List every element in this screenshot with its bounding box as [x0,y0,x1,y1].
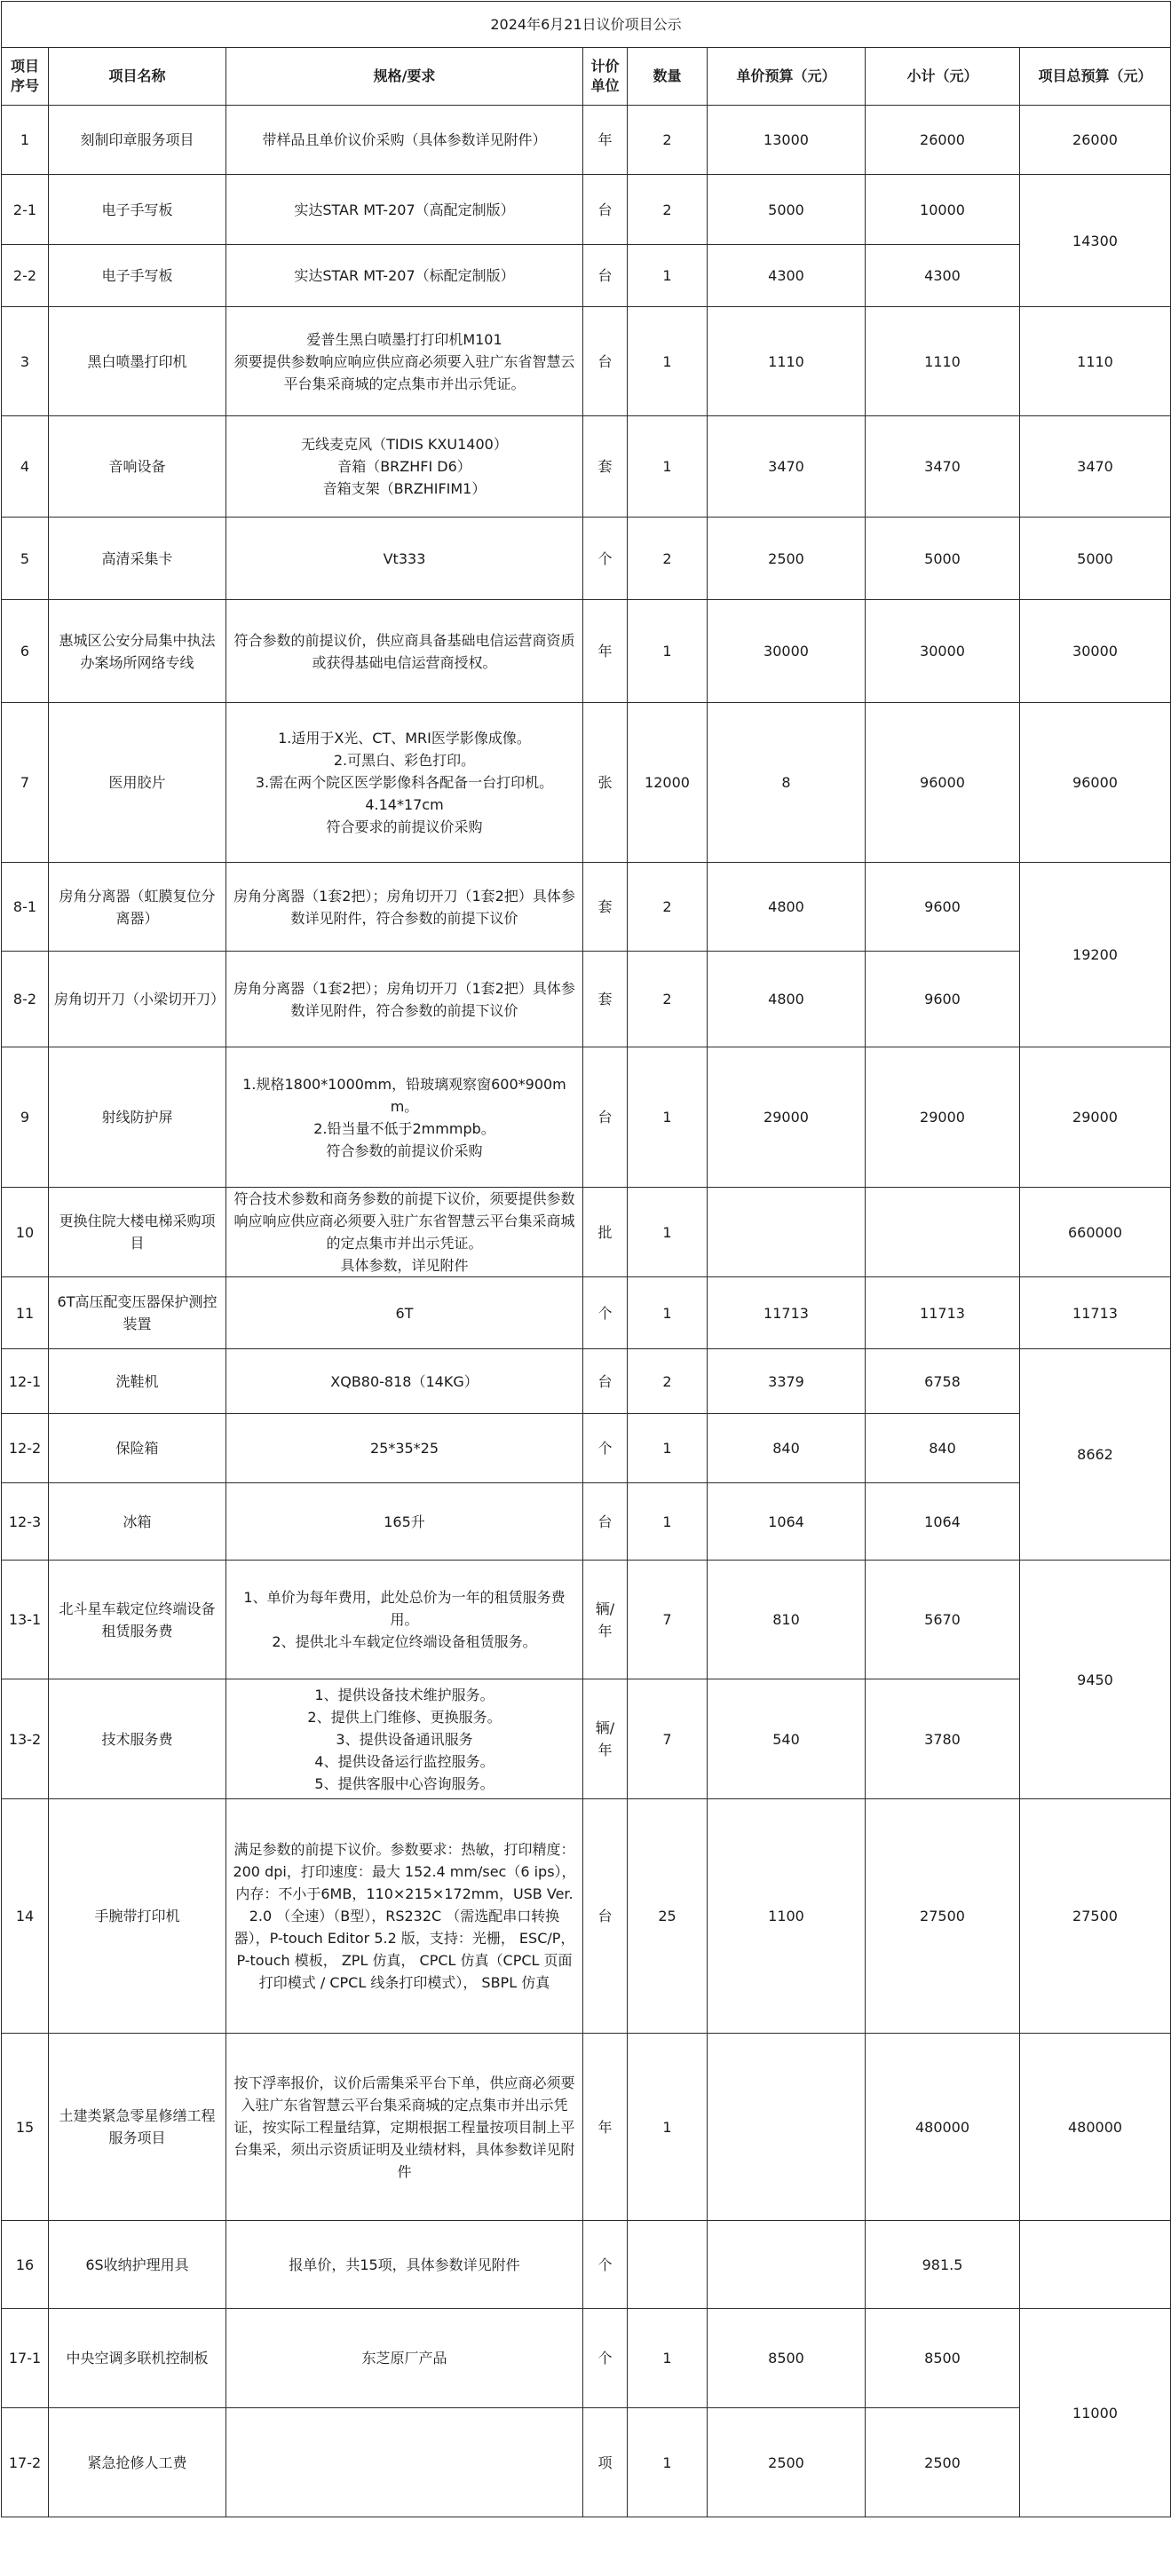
row-price [708,1188,866,1277]
table-row [2,2034,1171,2221]
row-unit: 个 [583,1414,628,1483]
row-total: 27500 [1020,1799,1171,2034]
row-price: 4300 [708,245,866,307]
row-subtotal: 981.5 [866,2221,1020,2309]
project-table [1,1,1171,2517]
table-row [2,863,1171,952]
row-unit: 辆/年 [583,1679,628,1799]
row-subtotal [866,1188,1020,1277]
row-price: 2500 [708,518,866,600]
table-row [2,1277,1171,1349]
spec-line: 实达STAR MT-207（高配定制版） [294,201,515,218]
header-unit: 计价单位 [583,48,628,106]
spec-line: 音箱支架（BRZHIFIM1） [322,480,487,497]
spec-line: 1.适用于X光、CT、MRI医学影像成像。 [278,730,531,747]
row-total: 30000 [1020,600,1171,703]
row-name: 射线防护屏 [49,1047,226,1188]
row-subtotal: 3470 [866,416,1020,518]
row-unit: 个 [583,2221,628,2309]
row-unit: 台 [583,1047,628,1188]
row-name: 土建类紧急零星修缮工程服务项目 [49,2034,226,2221]
table-row [2,1188,1171,1277]
spec-line: 4.14*17cm [365,796,444,813]
row-name: 房角切开刀（小梁切开刀） [49,952,226,1047]
row-name: 医用胶片 [49,703,226,863]
row-spec [226,2309,583,2408]
row-total: 480000 [1020,2034,1171,2221]
row-unit: 个 [583,518,628,600]
row-spec [226,1561,583,1679]
row-name: 刻制印章服务项目 [49,106,226,175]
row-unit: 台 [583,1349,628,1414]
header-subtotal: 小计（元） [866,48,1020,106]
row-name: 高清采集卡 [49,518,226,600]
row-spec [226,518,583,600]
spec-line: 1、单价为每年费用，此处总价为一年的租赁服务费用。 [243,1589,566,1628]
row-qty: 2 [628,952,708,1047]
row-spec [226,1047,583,1188]
row-qty: 1 [628,1414,708,1483]
table-row [2,600,1171,703]
row-price: 4800 [708,952,866,1047]
row-total: 11000 [1020,2309,1171,2517]
row-seq: 2-1 [2,175,49,245]
row-spec [226,863,583,952]
row-spec [226,245,583,307]
sheet-title: 2024年6月21日议价项目公示 [2,2,1171,48]
title-row [2,2,1171,48]
row-unit: 台 [583,307,628,416]
row-unit: 项 [583,2408,628,2517]
spec-line: 具体参数，详见附件 [340,1257,469,1274]
row-seq: 15 [2,2034,49,2221]
row-spec [226,1483,583,1561]
row-name: 音响设备 [49,416,226,518]
row-unit: 台 [583,1799,628,2034]
row-subtotal: 29000 [866,1047,1020,1188]
table-row [2,1414,1171,1483]
header-qty: 数量 [628,48,708,106]
spec-line: 1.规格1800*1000mm，铅玻璃观察窗600*900mm。 [242,1075,566,1115]
row-subtotal: 2500 [866,2408,1020,2517]
row-qty: 1 [628,416,708,518]
row-unit: 批 [583,1188,628,1277]
table-row [2,1483,1171,1561]
spec-line: 音箱（BRZHFI D6） [337,458,471,475]
table-row [2,416,1171,518]
row-total [1020,2221,1171,2309]
row-name: 更换住院大楼电梯采购项目 [49,1188,226,1277]
row-subtotal: 5670 [866,1561,1020,1679]
spec-line: XQB80-818（14KG） [330,1372,479,1390]
row-seq: 7 [2,703,49,863]
header-name: 项目名称 [49,48,226,106]
row-subtotal: 9600 [866,863,1020,952]
spec-line: 2、提供上门维修、更换服务。 [307,1708,502,1726]
spec-line: 3.需在两个院区医学影像科各配备一台打印机。 [255,774,554,791]
table-row [2,518,1171,600]
row-subtotal: 1064 [866,1483,1020,1561]
row-price: 1064 [708,1483,866,1561]
row-unit: 台 [583,1483,628,1561]
row-unit: 辆/年 [583,1561,628,1679]
row-total: 8662 [1020,1349,1171,1561]
table-row [2,245,1171,307]
row-price: 1110 [708,307,866,416]
spec-line: 东芝原厂产品 [361,2350,447,2367]
row-spec [226,952,583,1047]
header-price: 单价预算（元） [708,48,866,106]
row-seq: 17-1 [2,2309,49,2408]
row-subtotal: 10000 [866,175,1020,245]
spec-line: 2.铅当量不低于2mmmpb。 [313,1119,495,1137]
row-unit: 年 [583,106,628,175]
row-name: 房角分离器（虹膜复位分离器） [49,863,226,952]
row-name: 惠城区公安分局集中执法办案场所网络专线 [49,600,226,703]
header-seq: 项目序号 [2,48,49,106]
spec-line: 满足参数的前提下议价。参数要求：热敏，打印精度：200 dpi，打印速度：最大 152.4 mm/sec（6 ips），内存：不小于6MB，110×215×172mm，USB Ver.2.0 （全速）（B型），RS232C （需选配串口转换器），P-touch Editor 5.2 版，支持：光栅， ESC/P，P-touch 模板， ZPL 仿真， CPCL 仿真（CPCL 页面打印模式 / CPCL 线条打印模式）， SBPL 仿真 [233,1841,576,1991]
row-price: 8 [708,703,866,863]
spec-line: 房角分离器（1套2把）；房角切开刀（1套2把）具体参数详见附件，符合参数的前提下议价 [233,887,575,927]
row-seq: 8-2 [2,952,49,1047]
row-spec [226,416,583,518]
table-row [2,106,1171,175]
row-total: 1110 [1020,307,1171,416]
row-seq: 11 [2,1277,49,1349]
row-total: 9450 [1020,1561,1171,1799]
table-row [2,2309,1171,2408]
table-row [2,175,1171,245]
row-price: 3379 [708,1349,866,1414]
row-seq: 13-2 [2,1679,49,1799]
row-name: 电子手写板 [49,175,226,245]
table-row [2,1561,1171,1679]
row-qty: 1 [628,1188,708,1277]
row-name: 技术服务费 [49,1679,226,1799]
spec-line: 3、提供设备通讯服务 [336,1730,473,1748]
spec-line: 2.可黑白、彩色打印。 [333,752,476,769]
table-row [2,1349,1171,1414]
row-price: 1100 [708,1799,866,2034]
row-seq: 12-2 [2,1414,49,1483]
row-qty: 1 [628,2309,708,2408]
row-seq: 9 [2,1047,49,1188]
row-subtotal: 480000 [866,2034,1020,2221]
row-unit: 年 [583,600,628,703]
row-qty [628,2221,708,2309]
row-qty: 25 [628,1799,708,2034]
row-unit: 张 [583,703,628,863]
row-price: 810 [708,1561,866,1679]
row-spec [226,1679,583,1799]
row-price: 13000 [708,106,866,175]
row-unit: 台 [583,175,628,245]
row-total: 29000 [1020,1047,1171,1188]
table-row [2,952,1171,1047]
row-price: 29000 [708,1047,866,1188]
row-spec [226,1414,583,1483]
spec-line: 实达STAR MT-207（标配定制版） [294,267,515,284]
row-subtotal: 3780 [866,1679,1020,1799]
row-qty: 1 [628,245,708,307]
table-row [2,1679,1171,1799]
table-row [2,307,1171,416]
row-name: 紧急抢修人工费 [49,2408,226,2517]
row-qty: 1 [628,2034,708,2221]
row-name: 中央空调多联机控制板 [49,2309,226,2408]
row-seq: 5 [2,518,49,600]
row-unit: 个 [583,2309,628,2408]
row-seq: 13-1 [2,1561,49,1679]
row-unit: 套 [583,863,628,952]
row-name: 保险箱 [49,1414,226,1483]
row-total: 14300 [1020,175,1171,307]
row-name: 北斗星车载定位终端设备租赁服务费 [49,1561,226,1679]
spec-line: 4、提供设备运行监控服务。 [314,1752,495,1770]
row-spec [226,1799,583,2034]
spec-line: 房角分离器（1套2把）；房角切开刀（1套2把）具体参数详见附件，符合参数的前提下议价 [233,979,575,1019]
row-seq: 12-1 [2,1349,49,1414]
spec-line: 无线麦克风（TIDIS KXU1400） [301,436,508,453]
row-price: 840 [708,1414,866,1483]
row-seq: 6 [2,600,49,703]
row-price: 2500 [708,2408,866,2517]
spec-line: 爱普生黑白喷墨打打印机M101 [306,330,502,348]
spec-line: 5、提供客服中心咨询服务。 [314,1774,495,1792]
row-qty: 1 [628,1277,708,1349]
row-subtotal: 6758 [866,1349,1020,1414]
spec-line: 2、提供北斗车载定位终端设备租赁服务。 [272,1633,537,1650]
row-unit: 台 [583,245,628,307]
row-spec [226,600,583,703]
row-spec [226,175,583,245]
row-subtotal: 5000 [866,518,1020,600]
header-total: 项目总预算（元） [1020,48,1171,106]
row-spec [226,1188,583,1277]
spec-line: 报单价，共15项，具体参数详见附件 [289,2256,520,2273]
row-qty: 2 [628,175,708,245]
row-unit: 套 [583,952,628,1047]
spec-line: 符合参数的前提议价，供应商具备基础电信运营商资质或获得基础电信运营商授权。 [233,631,575,671]
row-qty: 2 [628,518,708,600]
row-subtotal: 840 [866,1414,1020,1483]
row-unit: 年 [583,2034,628,2221]
row-price: 11713 [708,1277,866,1349]
row-spec [226,1277,583,1349]
spec-line: 25*35*25 [369,1440,439,1457]
row-qty: 2 [628,863,708,952]
row-unit: 个 [583,1277,628,1349]
row-name: 6T高压配变压器保护测控装置 [49,1277,226,1349]
row-qty: 2 [628,1349,708,1414]
row-price: 5000 [708,175,866,245]
row-subtotal: 26000 [866,106,1020,175]
row-seq: 3 [2,307,49,416]
row-spec [226,307,583,416]
row-total: 96000 [1020,703,1171,863]
row-qty: 1 [628,1483,708,1561]
row-qty: 7 [628,1679,708,1799]
table-row [2,1799,1171,2034]
row-subtotal: 1110 [866,307,1020,416]
row-price: 540 [708,1679,866,1799]
row-total: 11713 [1020,1277,1171,1349]
row-price: 8500 [708,2309,866,2408]
spec-line: 6T [395,1304,414,1322]
row-price [708,2221,866,2309]
spec-line: 带样品且单价议价采购（具体参数详见附件） [262,131,547,148]
row-total: 5000 [1020,518,1171,600]
row-subtotal: 11713 [866,1277,1020,1349]
row-spec [226,2034,583,2221]
table-row [2,1047,1171,1188]
spec-line: 按下浮率报价，议价后需集采平台下单，供应商必须要入驻广东省智慧云平台集采商城的定点集市并出示凭证，按实际工程量结算，定期根据工程量按项目制上平台集采，须出示资质证明及业绩材料，具体参数详见附件 [233,2074,575,2180]
table-row [2,2221,1171,2309]
row-spec [226,106,583,175]
row-total: 19200 [1020,863,1171,1047]
spec-line: 1、提供设备技术维护服务。 [314,1686,495,1703]
row-name: 洗鞋机 [49,1349,226,1414]
row-price: 4800 [708,863,866,952]
row-name: 冰箱 [49,1483,226,1561]
spec-line: 符合参数的前提议价采购 [326,1142,483,1159]
row-subtotal: 8500 [866,2309,1020,2408]
row-subtotal: 9600 [866,952,1020,1047]
table-row [2,703,1171,863]
row-qty: 2 [628,106,708,175]
row-seq: 2-2 [2,245,49,307]
row-name: 6S收纳护理用具 [49,2221,226,2309]
row-seq: 14 [2,1799,49,2034]
row-subtotal: 30000 [866,600,1020,703]
row-seq: 4 [2,416,49,518]
row-unit: 套 [583,416,628,518]
row-name: 黑白喷墨打印机 [49,307,226,416]
spec-line: 符合要求的前提议价采购 [326,818,483,835]
row-spec [226,2408,583,2517]
row-qty: 1 [628,600,708,703]
row-seq: 17-2 [2,2408,49,2517]
spec-line: Vt333 [383,549,426,567]
row-seq: 10 [2,1188,49,1277]
header-spec: 规格/要求 [226,48,583,106]
row-spec [226,703,583,863]
spec-line: 符合技术参数和商务参数的前提下议价，须要提供参数响应响应供应商必须要入驻广东省智慧云平台集采商城的定点集市并出示凭证。 [233,1190,575,1252]
row-seq: 1 [2,106,49,175]
row-name: 手腕带打印机 [49,1799,226,2034]
row-seq: 12-3 [2,1483,49,1561]
row-seq: 16 [2,2221,49,2309]
row-name: 电子手写板 [49,245,226,307]
row-qty: 1 [628,1047,708,1188]
row-qty: 12000 [628,703,708,863]
row-total: 3470 [1020,416,1171,518]
row-price: 30000 [708,600,866,703]
row-qty: 7 [628,1561,708,1679]
row-subtotal: 4300 [866,245,1020,307]
row-spec [226,2221,583,2309]
row-subtotal: 27500 [866,1799,1020,2034]
row-price [708,2034,866,2221]
row-seq: 8-1 [2,863,49,952]
row-subtotal: 96000 [866,703,1020,863]
header-row [2,48,1171,106]
row-total: 26000 [1020,106,1171,175]
row-price: 3470 [708,416,866,518]
table-row [2,2408,1171,2517]
spec-line: 须要提供参数响应响应供应商必须要入驻广东省智慧云平台集采商城的定点集市并出示凭证。 [233,352,575,392]
row-spec [226,1349,583,1414]
row-total: 660000 [1020,1188,1171,1277]
row-qty: 1 [628,307,708,416]
spec-line: 165升 [384,1513,425,1530]
row-qty: 1 [628,2408,708,2517]
